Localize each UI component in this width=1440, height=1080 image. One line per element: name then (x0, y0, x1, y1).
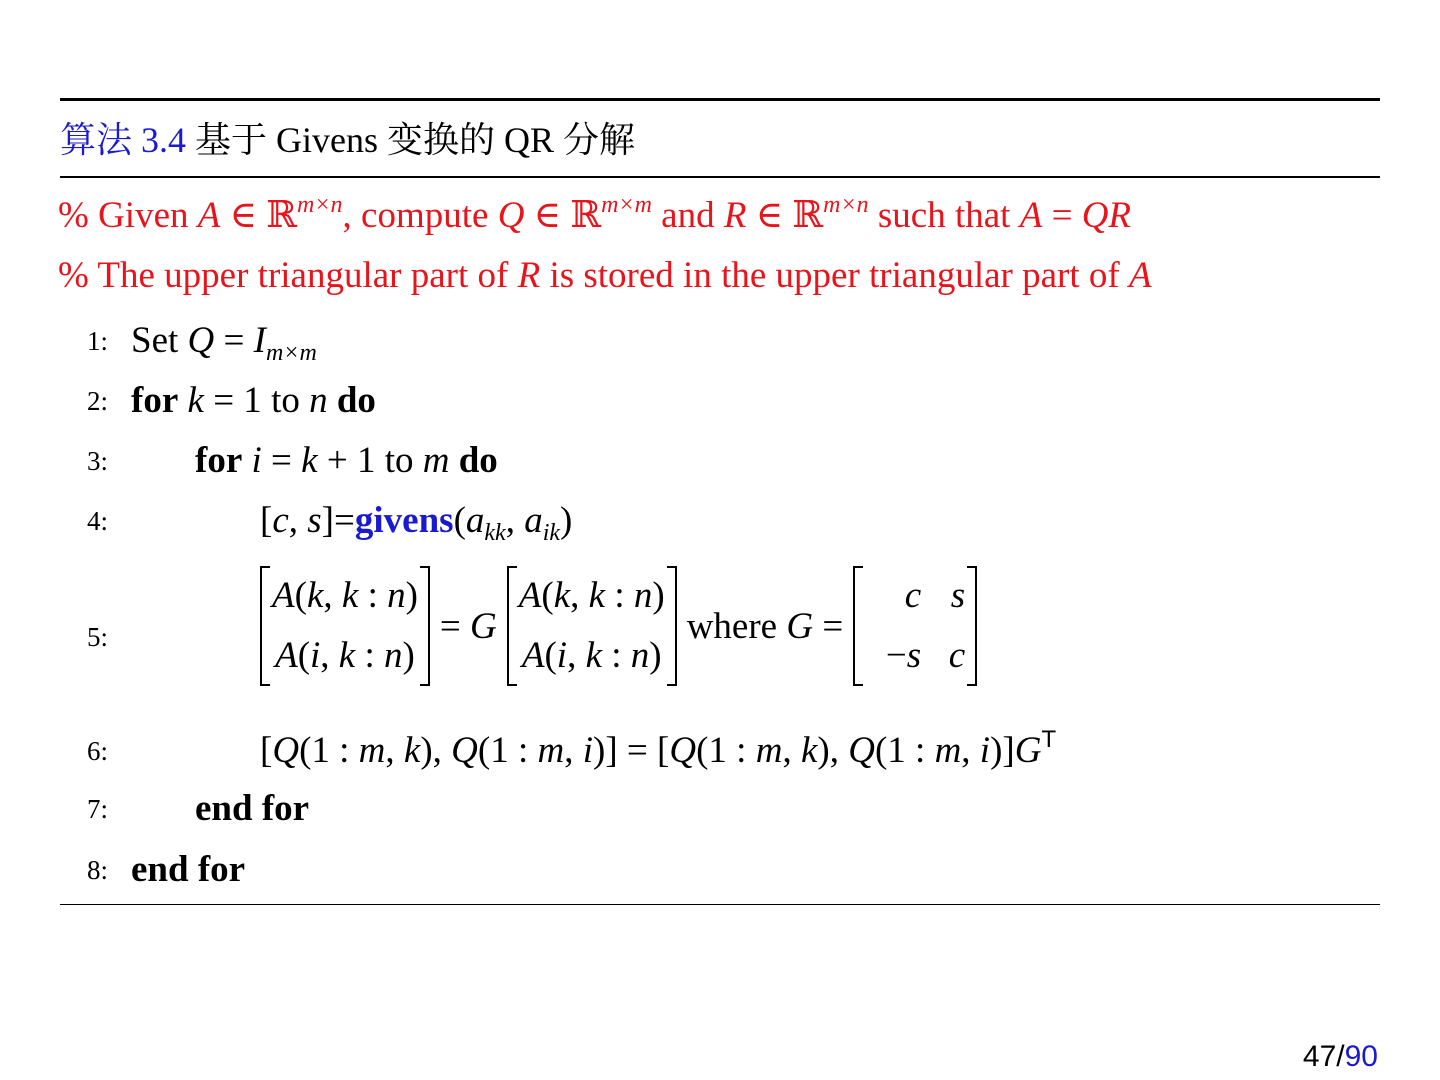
algo-line-1 (0, 316, 1440, 366)
givens-function: givens (354, 500, 454, 541)
algorithm-title (60, 118, 635, 162)
line-number: 4: (87, 506, 109, 536)
algo-line-8 (0, 845, 1440, 895)
page-current: 47/ (1302, 1040, 1345, 1073)
line-number: 6: (87, 736, 109, 766)
algo-line-3 (0, 436, 1440, 486)
bottom-rule (60, 904, 1380, 905)
matrix-left: A(k, k : n) A(i, k : n) (260, 566, 430, 686)
line-number: 2: (87, 386, 109, 416)
matrix-right: A(k, k : n) A(i, k : n) (507, 566, 677, 686)
comment-line-2: % The upper triangular part of R is stored in the upper triangular part of A (58, 255, 1152, 296)
line-body: for i = k + 1 to m do (195, 440, 498, 481)
line-number: 8: (87, 855, 109, 885)
header-rule (60, 176, 1380, 178)
page-total[interactable]: 90 (1344, 1040, 1378, 1073)
givens-matrix: c s −s c (853, 566, 977, 686)
algorithm-label: 算法 (60, 120, 133, 160)
line-body: [Q(1 : m, k), Q(1 : m, i)] = [Q(1 : m, k), Q(1 : m, $i)]G^T$ (260, 726, 1057, 771)
line-number: 1: (87, 326, 109, 356)
algorithm-number: 3.4 (141, 120, 187, 160)
line-number: 3: (87, 446, 109, 476)
algo-line-2 (0, 376, 1440, 426)
line-body: end for (131, 849, 246, 890)
algorithm-name: 基于 Givens 变换的 QR 分解 (195, 120, 636, 160)
algo-line-4 (0, 496, 1440, 546)
line-number: 5: (87, 622, 109, 652)
line-number: 7: (87, 794, 109, 824)
top-rule (60, 98, 1380, 101)
algo-line-7 (0, 784, 1440, 834)
line-body: Set $Q = I_{m\times m}$ (131, 320, 317, 366)
page-counter (1303, 1040, 1378, 1074)
algo-line-6 (0, 726, 1440, 776)
line-body: end for (195, 788, 310, 829)
line-body: for k = 1 to n do (131, 380, 376, 421)
line-body: [c, $s]=givens(a_{kk}$, $a_{ik}$) (260, 500, 573, 546)
comment-line-1: % Given A ∈ ℝ$^{m\times n}$, compute Q ∈ ℝ$^{m\times m}$ and R ∈ ℝ$^{m\times n}$ such that A = QR (58, 192, 1132, 236)
algo-line-5-equation: A(k, k : n) A(i, k : n) = G A(k, k : n) A(i, k : n) where G = c s −s c (260, 566, 977, 686)
